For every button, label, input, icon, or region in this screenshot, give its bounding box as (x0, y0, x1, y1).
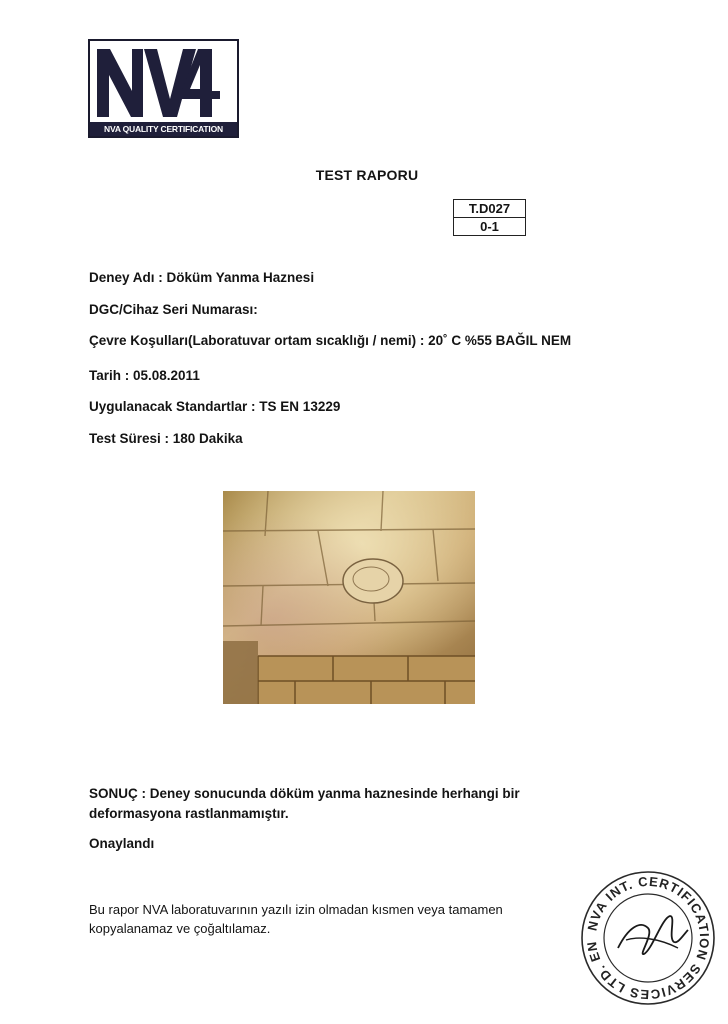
certification-stamp (578, 868, 718, 1008)
nva-logo (88, 39, 239, 138)
reference-code: T.D027 (468, 201, 511, 216)
svg-text:NVA INT. CERTIFICATION SERVICE: NVA INT. CERTIFICATION SERVICES LTD. EN (583, 873, 713, 1003)
logo-tagline: NVA QUALITY CERTIFICATION (104, 124, 223, 134)
test-photo (223, 491, 475, 704)
field-serial-number: DGC/Cihaz Seri Numarası: (89, 302, 258, 317)
copyright-notice: Bu rapor NVA laboratuvarının yazılı izin olmadan kısmen veya tamamen kopyalanamaz ve çoğaltılamaz. (89, 902, 503, 936)
page-title: TEST RAPORU (315, 167, 419, 183)
field-conditions: Çevre Koşulları(Laboratuvar ortam sıcaklığı / nemi) : 20˚ C %55 BAĞIL NEM (89, 333, 572, 348)
field-test-name: Deney Adı : Döküm Yanma Haznesi (89, 270, 315, 285)
field-duration: Test Süresi : 180 Dakika (89, 431, 243, 446)
field-standards: Uygulanacak Standartlar : TS EN 13229 (89, 399, 341, 414)
field-date: Tarih : 05.08.2011 (89, 368, 200, 383)
result-text: SONUÇ : Deney sonucunda döküm yanma haznesinde herhangi bir deformasyona rastlanmamıştır. (89, 786, 520, 821)
reference-box (453, 199, 526, 236)
reference-revision: 0-1 (454, 217, 525, 235)
approved-label: Onaylandı (89, 836, 155, 851)
